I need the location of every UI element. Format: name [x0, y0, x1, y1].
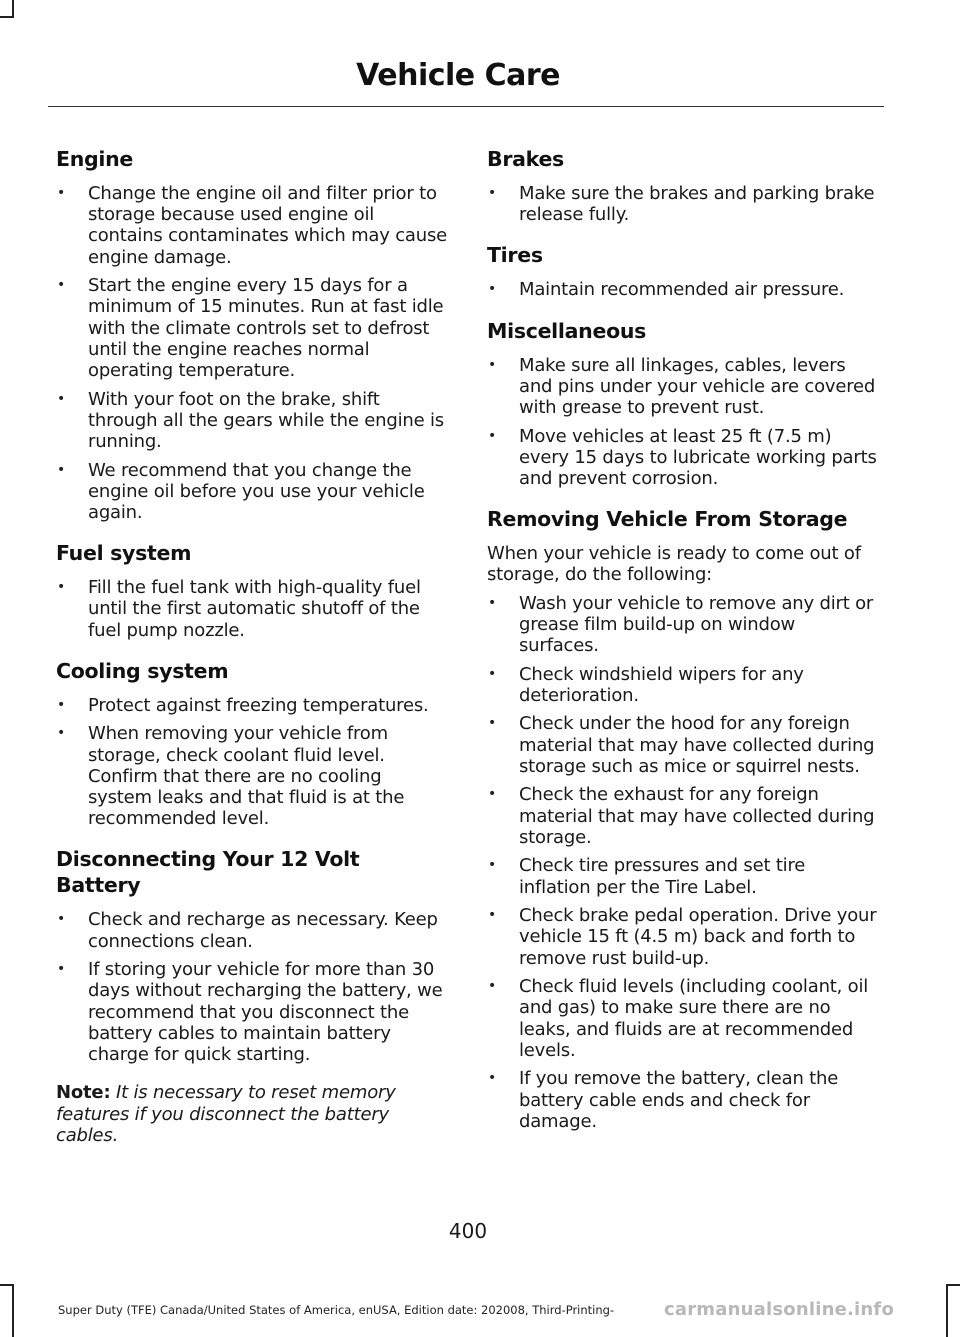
fuel-system-list [56, 577, 448, 641]
list-item [487, 784, 879, 848]
engine-list [56, 183, 448, 523]
list-item-text: Wash your vehicle to remove any dirt or grease film build-up on window surfaces. [519, 592, 874, 657]
crop-mark-bottom-right-h [946, 1284, 960, 1286]
list-item-text: When removing your vehicle from storage, check coolant fluid level. Confirm that there are no cooling system leaks and that fluid is at the recommended level. [88, 723, 405, 830]
list-item [487, 664, 879, 706]
list-item [487, 905, 879, 969]
list-item-text: Check fluid levels (including coolant, oil and gas) to make sure there are no leaks, and fluids are at recommended levels. [519, 976, 869, 1061]
list-item [56, 389, 448, 453]
tires-list [487, 279, 879, 300]
note-text: It is necessary to reset memory features if you disconnect the battery cables. [56, 1082, 396, 1147]
bullet-icon: • [488, 715, 497, 732]
bullet-icon: • [488, 786, 497, 803]
header-divider [48, 106, 884, 107]
bullet-icon: • [488, 594, 497, 611]
battery-note [56, 1082, 448, 1147]
bullet-icon: • [488, 665, 497, 682]
list-item [56, 275, 448, 381]
bullet-icon: • [488, 281, 497, 298]
bullet-icon: • [488, 356, 497, 373]
list-item-text: Start the engine every 15 days for a minimum of 15 minutes. Run at fast idle with the climate controls set to defrost until the engine reaches normal operating temperature. [88, 275, 444, 382]
bullet-icon: • [488, 427, 497, 444]
list-item-text: Maintain recommended air pressure. [519, 279, 845, 301]
list-item [56, 577, 448, 641]
list-item [56, 723, 448, 829]
page-number: 400 [448, 1219, 488, 1243]
list-item-text: Check tire pressures and set tire inflation per the Tire Label. [519, 855, 806, 898]
bullet-icon: • [57, 390, 66, 407]
list-item-text: Check windshield wipers for any deterioration. [519, 663, 804, 706]
battery-heading: Disconnecting Your 12 Volt Battery [56, 847, 360, 898]
crop-mark-bottom-left-h [0, 1284, 14, 1286]
crop-mark-top-left-h [0, 16, 14, 18]
removing-storage-list [487, 593, 879, 1132]
brakes-heading: Brakes [487, 147, 564, 171]
bullet-icon: • [57, 185, 66, 201]
list-item [56, 959, 448, 1065]
list-item-text: Protect against freezing temperatures. [88, 694, 429, 716]
miscellaneous-list [487, 355, 879, 490]
list-item [56, 460, 448, 524]
bullet-icon: • [57, 911, 66, 928]
list-item-text: Move vehicles at least 25 ft (7.5 m) every 15 days to lubricate working parts and prevent corrosion. [519, 425, 877, 490]
bullet-icon: • [57, 277, 66, 294]
left-column [56, 140, 448, 1147]
bullet-icon: • [57, 696, 66, 713]
bullet-icon: • [488, 857, 497, 874]
watermark: carmanualsonline.info [664, 1299, 895, 1320]
miscellaneous-heading: Miscellaneous [487, 318, 647, 343]
list-item [56, 909, 448, 951]
bullet-icon: • [57, 461, 66, 478]
list-item [487, 355, 879, 419]
note-label: Note: [56, 1082, 111, 1104]
list-item [487, 976, 879, 1061]
bullet-icon: • [488, 978, 497, 995]
list-item [56, 183, 448, 268]
list-item-text: Check and recharge as necessary. Keep connections clean. [88, 909, 438, 952]
list-item-text: Change the engine oil and filter prior to storage because used engine oil contains contaminates which may cause engine damage. [88, 183, 448, 268]
list-item [56, 695, 448, 716]
list-item [487, 855, 879, 897]
tires-heading: Tires [487, 243, 543, 268]
cooling-system-heading: Cooling system [56, 658, 229, 683]
crop-mark-bottom-left [12, 1284, 14, 1337]
list-item-text: Make sure all linkages, cables, levers and pins under your vehicle are covered with grease to prevent rust. [519, 354, 876, 419]
list-item-text: If you remove the battery, clean the battery cable ends and check for damage. [519, 1068, 839, 1132]
list-item [487, 593, 879, 657]
bullet-icon: • [57, 725, 66, 742]
list-item-text: We recommend that you change the engine oil before you use your vehicle again. [88, 459, 425, 524]
page-title: Vehicle Care [356, 58, 560, 93]
fuel-system-heading: Fuel system [56, 541, 192, 566]
list-item-text: Check under the hood for any foreign material that may have collected during storage such as mice or squirrel nests. [519, 713, 875, 777]
bullet-icon: • [57, 579, 66, 596]
list-item-text: Check brake pedal operation. Drive your vehicle 15 ft (4.5 m) back and forth to remove rust build-up. [519, 905, 877, 969]
list-item-text: Make sure the brakes and parking brake release fully. [519, 183, 875, 226]
brakes-list [487, 183, 879, 225]
crop-mark-bottom-right [946, 1284, 948, 1337]
list-item-text: Check the exhaust for any foreign material that may have collected during storage. [519, 784, 875, 848]
removing-storage-intro: When your vehicle is ready to come out of storage, do the following: [487, 543, 861, 586]
bullet-icon: • [488, 1070, 497, 1087]
engine-heading: Engine [56, 147, 133, 171]
list-item [487, 1068, 879, 1132]
removing-storage-heading: Removing Vehicle From Storage [487, 507, 848, 532]
list-item [487, 713, 879, 777]
footer-edition-info: Super Duty (TFE) Canada/United States of America, enUSA, Edition date: 202008, Third-Printing- [58, 1303, 615, 1317]
bullet-icon: • [488, 185, 497, 201]
bullet-icon: • [488, 907, 497, 924]
battery-list [56, 909, 448, 1065]
list-item-text: Fill the fuel tank with high-quality fuel until the first automatic shutoff of the fuel pump nozzle. [88, 577, 421, 641]
right-column [487, 140, 879, 1149]
cooling-system-list [56, 695, 448, 830]
list-item [487, 183, 879, 225]
list-item-text: If storing your vehicle for more than 30 days without recharging the battery, we recommend that you disconnect the battery cables to maintain battery charge for quick starting. [88, 959, 443, 1066]
bullet-icon: • [57, 961, 66, 978]
list-item [487, 279, 879, 300]
list-item [487, 426, 879, 490]
list-item-text: With your foot on the brake, shift through all the gears while the engine is running. [88, 388, 444, 453]
